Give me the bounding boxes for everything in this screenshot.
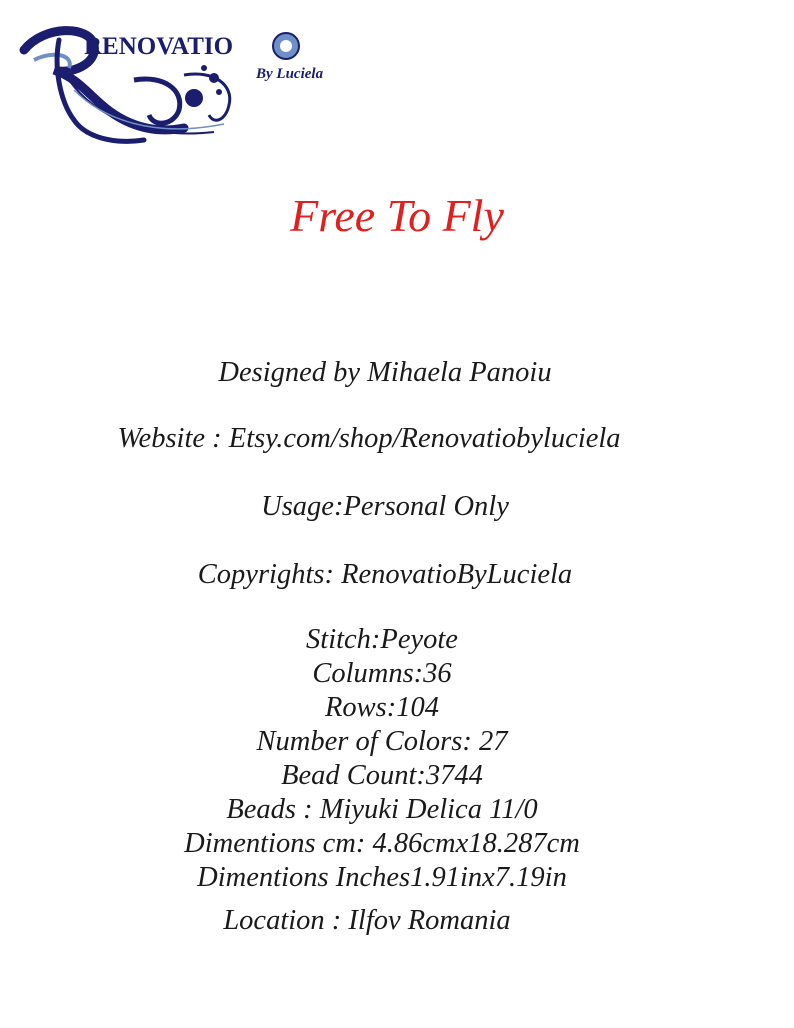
spec-dimensions-cm: Dimentions cm: 4.86cmx18.287cm <box>184 828 580 859</box>
brand-logo <box>14 20 364 150</box>
pattern-specs <box>0 623 764 895</box>
usage-line: Usage:Personal Only <box>261 491 509 522</box>
spec-colors: Number of Colors: 27 <box>256 726 508 757</box>
designer-line: Designed by Mihaela Panoiu <box>218 357 552 388</box>
renovatio-logo-graphic <box>14 20 364 150</box>
copyright-line: Copyrights: RenovatioByLuciela <box>197 559 573 590</box>
pattern-title: Free To Fly <box>290 190 504 241</box>
logo-tagline: By Luciela <box>256 66 324 82</box>
website-line: Website : Etsy.com/shop/Renovatiobyluciela <box>117 423 621 454</box>
spec-columns: Columns:36 <box>312 658 452 689</box>
spec-beads: Beads : Miyuki Delica 11/0 <box>226 794 538 825</box>
spec-stitch: Stitch:Peyote <box>306 624 458 655</box>
spec-dimensions-inches: Dimentions Inches1.91inx7.19in <box>197 862 567 893</box>
spec-rows: Rows:104 <box>325 692 439 723</box>
location-line: Location : Ilfov Romania <box>223 905 511 936</box>
logo-wordmark: RENOVATIO <box>84 33 234 60</box>
spec-bead-count: Bead Count:3744 <box>281 760 483 791</box>
